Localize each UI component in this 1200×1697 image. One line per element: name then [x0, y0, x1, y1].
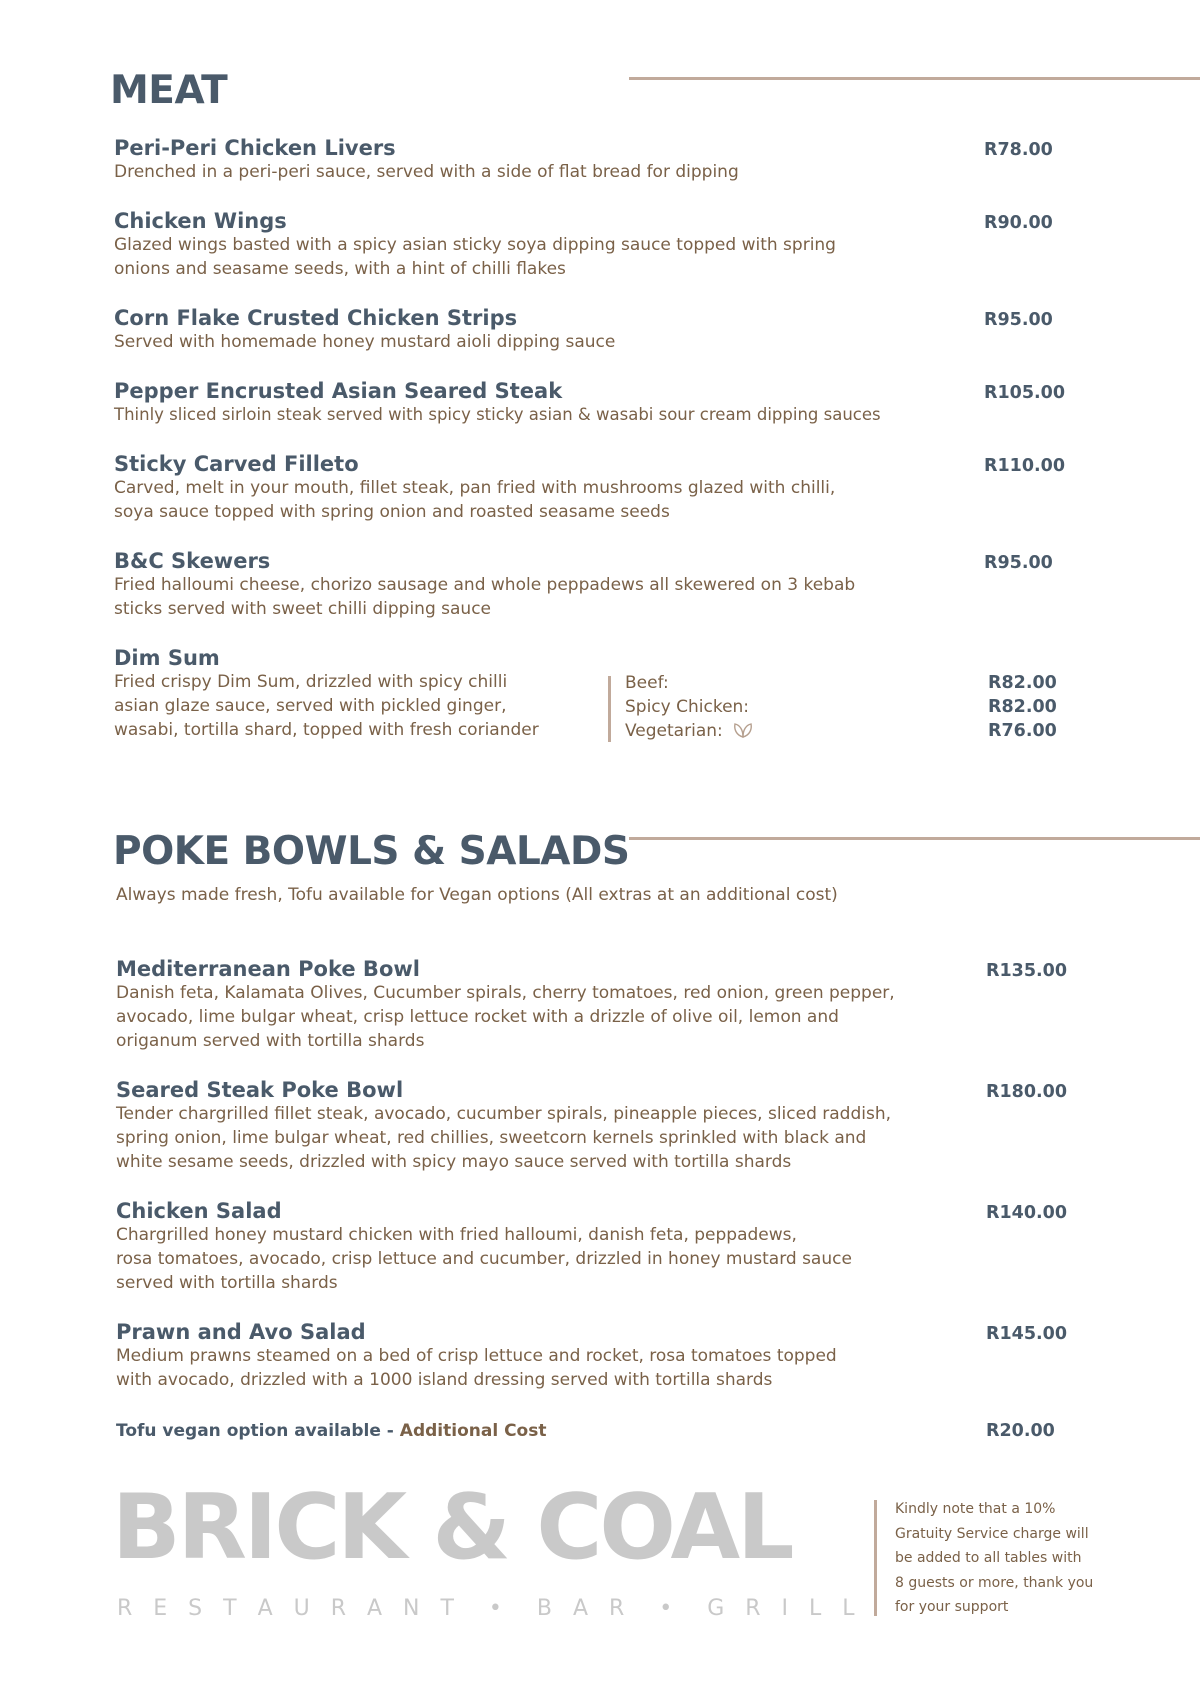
item-description: Thinly sliced sirloin steak served with spicy sticky asian & wasabi sour cream dipping sauces: [114, 405, 881, 424]
item-description: Served with homemade honey mustard aioli dipping sauce: [114, 332, 616, 352]
menu-item: [116, 1320, 1076, 1392]
item-price: R145.00: [986, 1324, 1068, 1344]
item-description: Fried crispy Dim Sum, drizzled with spicy chilli asian glaze sauce, served with pickled ginger, wasabi, tortilla shard, topped with fresh coriander: [114, 672, 539, 740]
dimsum-option-label: Vegetarian:: [625, 721, 723, 741]
brand-logo: BRICK & COAL: [112, 1475, 792, 1580]
item-name: Corn Flake Crusted Chicken Strips: [114, 306, 518, 330]
menu-item: [116, 957, 1076, 1053]
dimsum-prices: [988, 671, 1057, 743]
menu-item: [116, 1078, 1076, 1174]
item-name: Prawn and Avo Salad: [116, 1320, 366, 1344]
item-price: R95.00: [984, 553, 1053, 573]
meat-section-title: MEAT: [110, 68, 228, 113]
item-name: Dim Sum: [114, 646, 220, 670]
brand-tagline: R E S T A U R A N T • B A R • G R I L L: [117, 1596, 862, 1621]
menu-item: [114, 306, 1074, 354]
dimsum-options: [625, 671, 754, 746]
tofu-price: R20.00: [986, 1421, 1055, 1441]
dimsum-option-price: R76.00: [988, 721, 1057, 741]
item-name: Chicken Wings: [114, 209, 287, 233]
item-name: Mediterranean Poke Bowl: [116, 957, 420, 981]
item-price: R78.00: [984, 140, 1053, 160]
tofu-extra: Additional Cost: [399, 1421, 547, 1441]
menu-item: [114, 209, 1074, 281]
item-price: R110.00: [984, 456, 1066, 476]
menu-item: [114, 549, 1074, 621]
dimsum-option-label: Spicy Chicken:: [625, 697, 750, 717]
item-price: R105.00: [984, 383, 1066, 403]
dimsum-item: [114, 646, 634, 742]
item-name: Sticky Carved Filleto: [114, 452, 359, 476]
tofu-option: [116, 1421, 546, 1441]
item-description: Glazed wings basted with a spicy asian sticky soya dipping sauce topped with spring onions and seasame seeds, with a hint of chilli flakes: [114, 235, 836, 279]
item-price: R140.00: [986, 1203, 1068, 1223]
menu-item: [116, 1199, 1076, 1295]
item-description: Danish feta, Kalamata Olives, Cucumber spirals, cherry tomatoes, red onion, green pepper, avocado, lime bulgar wheat, crisp lettuce rocket with a drizzle of olive oil, lemon and origanum served with tortilla shards: [116, 983, 895, 1051]
item-description: Medium prawns steamed on a bed of crisp lettuce and rocket, rosa tomatoes topped with avocado, drizzled with a 1000 island dressing served with tortilla shards: [116, 1346, 837, 1390]
item-price: R90.00: [984, 213, 1053, 233]
dimsum-option-row: [625, 719, 754, 746]
item-description: Chargrilled honey mustard chicken with fried halloumi, danish feta, peppadews, rosa tomatoes, avocado, crisp lettuce and cucumber, drizzled in honey mustard sauce served with tortilla shards: [116, 1225, 852, 1293]
item-name: Chicken Salad: [116, 1199, 282, 1223]
dimsum-option-price: R82.00: [988, 673, 1057, 693]
item-name: Seared Steak Poke Bowl: [116, 1078, 404, 1102]
item-description: Fried halloumi cheese, chorizo sausage and whole peppadews all skewered on 3 kebab sticks served with sweet chilli dipping sauce: [114, 575, 856, 619]
item-price: R135.00: [986, 961, 1068, 981]
dimsum-option-label: Beef:: [625, 673, 669, 693]
item-description: Carved, melt in your mouth, fillet steak, pan fried with mushrooms glazed with chilli, soya sauce topped with spring onion and roasted seasame seeds: [114, 478, 836, 522]
dimsum-divider: [608, 676, 611, 742]
menu-item: [114, 136, 1074, 184]
poke-subtitle: Always made fresh, Tofu available for Vegan options (All extras at an additional cost): [116, 885, 838, 905]
item-price: R180.00: [986, 1082, 1068, 1102]
footer-divider: [874, 1500, 877, 1616]
item-name: B&C Skewers: [114, 549, 271, 573]
poke-section-title: POKE BOWLS & SALADS: [113, 829, 630, 874]
leaf-icon: [732, 721, 754, 746]
menu-item: [114, 379, 1074, 427]
menu-item: [114, 452, 1074, 524]
tofu-label: Tofu vegan option available -: [116, 1421, 394, 1441]
item-price: R95.00: [984, 310, 1053, 330]
meat-title-rule: [629, 77, 1200, 80]
poke-title-rule: [629, 837, 1200, 840]
item-description: Tender chargrilled fillet steak, avocado, cucumber spirals, pineapple pieces, sliced raddish, spring onion, lime bulgar wheat, red chillies, sweetcorn kernels sprinkled with black and white sesame seeds, drizzled with spicy mayo sauce served with tortilla shards: [116, 1104, 892, 1172]
gratuity-note: Kindly note that a 10% Gratuity Service charge will be added to all tables with 8 guests or more, thank you for your support: [895, 1501, 1094, 1615]
item-name: Pepper Encrusted Asian Seared Steak: [114, 379, 563, 403]
item-description: Drenched in a peri-peri sauce, served with a side of flat bread for dipping: [114, 162, 739, 182]
item-name: Peri-Peri Chicken Livers: [114, 136, 396, 160]
dimsum-option-price: R82.00: [988, 697, 1057, 717]
